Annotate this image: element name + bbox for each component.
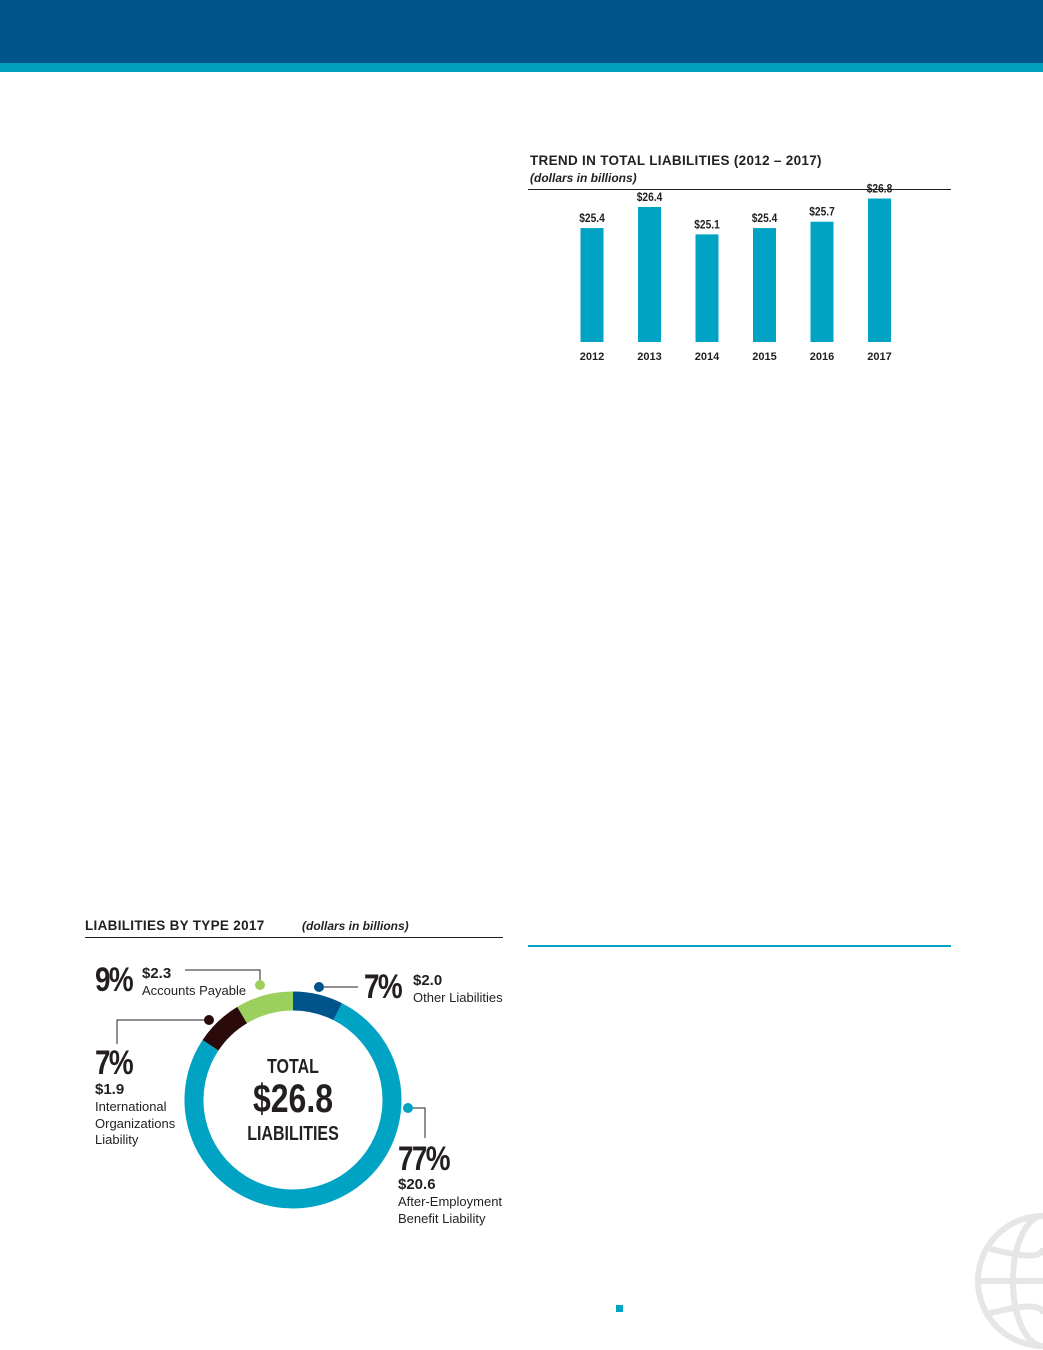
x-tick-label: 2012 bbox=[579, 351, 605, 363]
after-employment-label-line: Benefit Liability bbox=[398, 1210, 486, 1226]
bar bbox=[638, 207, 661, 342]
x-tick-label: 2015 bbox=[752, 351, 777, 363]
leader-line-international bbox=[117, 1020, 208, 1044]
type-title-rule bbox=[85, 937, 503, 938]
donut-center-total-value: $26.8 bbox=[252, 1077, 334, 1121]
international-label-line: Liability bbox=[95, 1132, 139, 1147]
other-liabilities-label: Other Liabilities bbox=[413, 990, 503, 1005]
type-chart-title: LIABILITIES BY TYPE 2017 bbox=[85, 918, 265, 933]
bar-value-label: $26.4 bbox=[636, 191, 663, 205]
header-band bbox=[0, 0, 1043, 63]
section-divider bbox=[528, 945, 951, 947]
x-tick-label: 2013 bbox=[637, 351, 662, 363]
type-chart-subtitle: (dollars in billions) bbox=[302, 919, 409, 933]
x-tick-label: 2014 bbox=[694, 351, 720, 363]
accounts-payable-label: Accounts Payable bbox=[142, 983, 247, 998]
international-label-line: Organizations bbox=[95, 1115, 176, 1131]
bar-value-label: $25.1 bbox=[694, 218, 720, 232]
bar bbox=[811, 222, 834, 342]
x-tick-label: 2016 bbox=[809, 351, 835, 363]
other-liabilities-percent: 7% bbox=[364, 968, 402, 1006]
accounts-payable-amount: $2.3 bbox=[142, 965, 172, 982]
bar bbox=[696, 234, 719, 342]
x-tick-label: 2017 bbox=[867, 351, 892, 363]
international-amount: $1.9 bbox=[95, 1081, 125, 1098]
bar bbox=[753, 228, 776, 342]
accounts-payable-percent: 9% bbox=[95, 961, 133, 999]
donut-center-total-label: TOTAL bbox=[267, 1056, 319, 1078]
dot-other-liabilities bbox=[314, 982, 324, 992]
leader-line-after-employment bbox=[408, 1108, 425, 1138]
after-employment-percent: 77% bbox=[398, 1140, 449, 1178]
trend-bar-chart bbox=[528, 182, 951, 370]
header-stripe bbox=[0, 63, 1043, 72]
bar-value-label: $25.4 bbox=[751, 212, 778, 226]
globe-icon bbox=[975, 1213, 1043, 1350]
dot-after-employment bbox=[403, 1103, 413, 1113]
trend-chart-title: TREND IN TOTAL LIABILITIES (2012 – 2017) bbox=[530, 153, 822, 168]
after-employment-label bbox=[398, 1194, 518, 1227]
after-employment-amount: $20.6 bbox=[398, 1176, 436, 1193]
other-liabilities-amount: $2.0 bbox=[413, 972, 443, 989]
dot-international bbox=[204, 1015, 214, 1025]
donut-center-liabilities-label: LIABILITIES bbox=[247, 1123, 339, 1145]
bar-value-label: $25.4 bbox=[579, 212, 605, 226]
international-label bbox=[95, 1099, 215, 1149]
slice-international bbox=[211, 1015, 243, 1045]
slice-other-liabilities bbox=[293, 1001, 338, 1012]
bar-value-label: $25.7 bbox=[809, 206, 835, 219]
bar bbox=[581, 228, 604, 342]
trend-chart-subtitle: (dollars in billions) bbox=[530, 171, 637, 185]
bar-value-label: $26.8 bbox=[866, 182, 893, 196]
bar bbox=[868, 199, 891, 342]
international-percent: 7% bbox=[95, 1044, 133, 1082]
international-label-line: International bbox=[95, 1099, 167, 1114]
slice-accounts-payable bbox=[242, 1001, 293, 1015]
leader-line-accounts-payable bbox=[185, 970, 260, 982]
after-employment-label-line: After-Employment bbox=[398, 1194, 503, 1209]
footer-marker bbox=[616, 1305, 623, 1312]
